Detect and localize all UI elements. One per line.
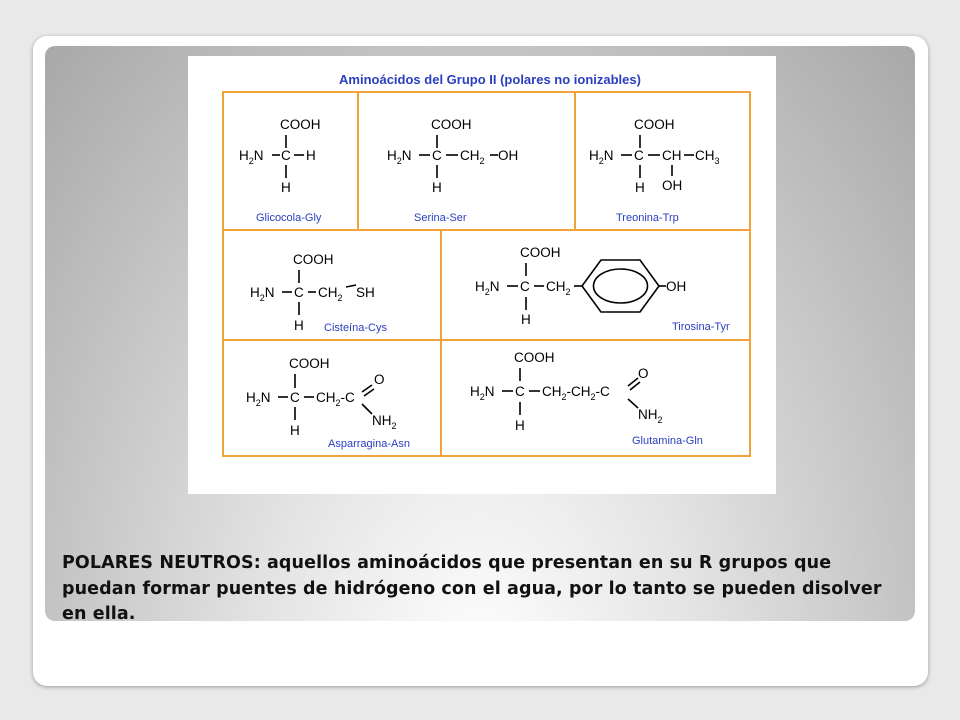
svg-text:H2N: $H_2N$ [387,148,412,166]
structure-glutamina [470,350,663,433]
structure-tirosina [475,245,686,327]
label-treonina: Treonina-Trp [616,212,679,224]
label-asparragina: Asparragina-Asn [328,438,410,450]
svg-text:H: H [635,180,645,195]
svg-text:H: H [290,423,300,438]
svg-text:NH2: $NH_2$ [372,413,397,431]
svg-text:C: C [520,279,530,294]
svg-text:H2N: $H_2N$ [246,390,271,408]
svg-text:H2N: $H_2N$ [250,285,275,303]
svg-text:COOH: COOH [634,117,675,132]
svg-text:H: H [515,418,525,433]
svg-text:CH2: $CH_2$ [460,148,485,166]
svg-text:C: C [281,148,291,163]
svg-text:COOH: COOH [289,356,330,371]
svg-text:CH: CH [662,148,682,163]
svg-text:NH2: $NH_2$ [638,407,663,425]
amino-acid-figure [188,56,776,494]
svg-text:COOH: COOH [280,117,321,132]
svg-text:C: C [432,148,442,163]
svg-text:H: H [432,180,442,195]
svg-text:CH2-C: $CH_2-C$ [316,390,355,408]
svg-text:H2N: $H_2N$ [589,148,614,166]
svg-text:CH3: $CH_3$ [695,148,720,166]
svg-text:COOH: COOH [514,350,555,365]
svg-text:C: C [515,384,525,399]
svg-text:C: C [634,148,644,163]
figure-title: Aminoácidos del Grupo II (polares no ionizables) [339,72,641,87]
svg-text:O: O [638,366,649,381]
structure-asparragina [246,356,397,438]
svg-text:H: H [294,318,304,333]
svg-text:H: H [281,180,291,195]
svg-text:CH2: $CH_2$ [318,285,343,303]
label-glutamina: Glutamina-Gln [632,435,703,447]
slide-caption: POLARES NEUTROS: aquellos aminoácidos que presentan en su R grupos que puedan formar puentes de hidrógeno con el agua, por lo tanto se pueden disolver en ella. [62,553,882,624]
svg-text:COOH: COOH [293,252,334,267]
svg-text:CH2: $CH_2$ [546,279,571,297]
svg-text:COOH: COOH [431,117,472,132]
svg-text:SH: SH [356,285,375,300]
svg-text:O: O [374,372,385,387]
label-cisteina: Cisteína-Cys [324,322,387,334]
svg-text:OH: OH [662,178,683,193]
structure-cisteina [250,252,375,333]
svg-text:OH: OH [666,279,687,294]
label-glicocola: Glicocola-Gly [256,212,322,224]
svg-text:CH2-CH2-C: $CH_2-CH_2-C$ [542,384,610,402]
svg-text:H2N: $H_2N$ [470,384,495,402]
svg-text:H: H [521,312,531,327]
svg-text:H: H [306,148,316,163]
svg-text:H2N: $H_2N$ [475,279,500,297]
structure-glicocola [239,117,321,195]
label-tirosina: Tirosina-Tyr [672,321,730,333]
svg-text:H2N: $H_2N$ [239,148,264,166]
svg-text:C: C [294,285,304,300]
label-serina: Serina-Ser [414,212,467,224]
svg-text:C: C [290,390,300,405]
structure-treonina [589,117,720,195]
structure-serina [387,117,518,195]
svg-text:OH: OH [498,148,519,163]
svg-text:COOH: COOH [520,245,561,260]
